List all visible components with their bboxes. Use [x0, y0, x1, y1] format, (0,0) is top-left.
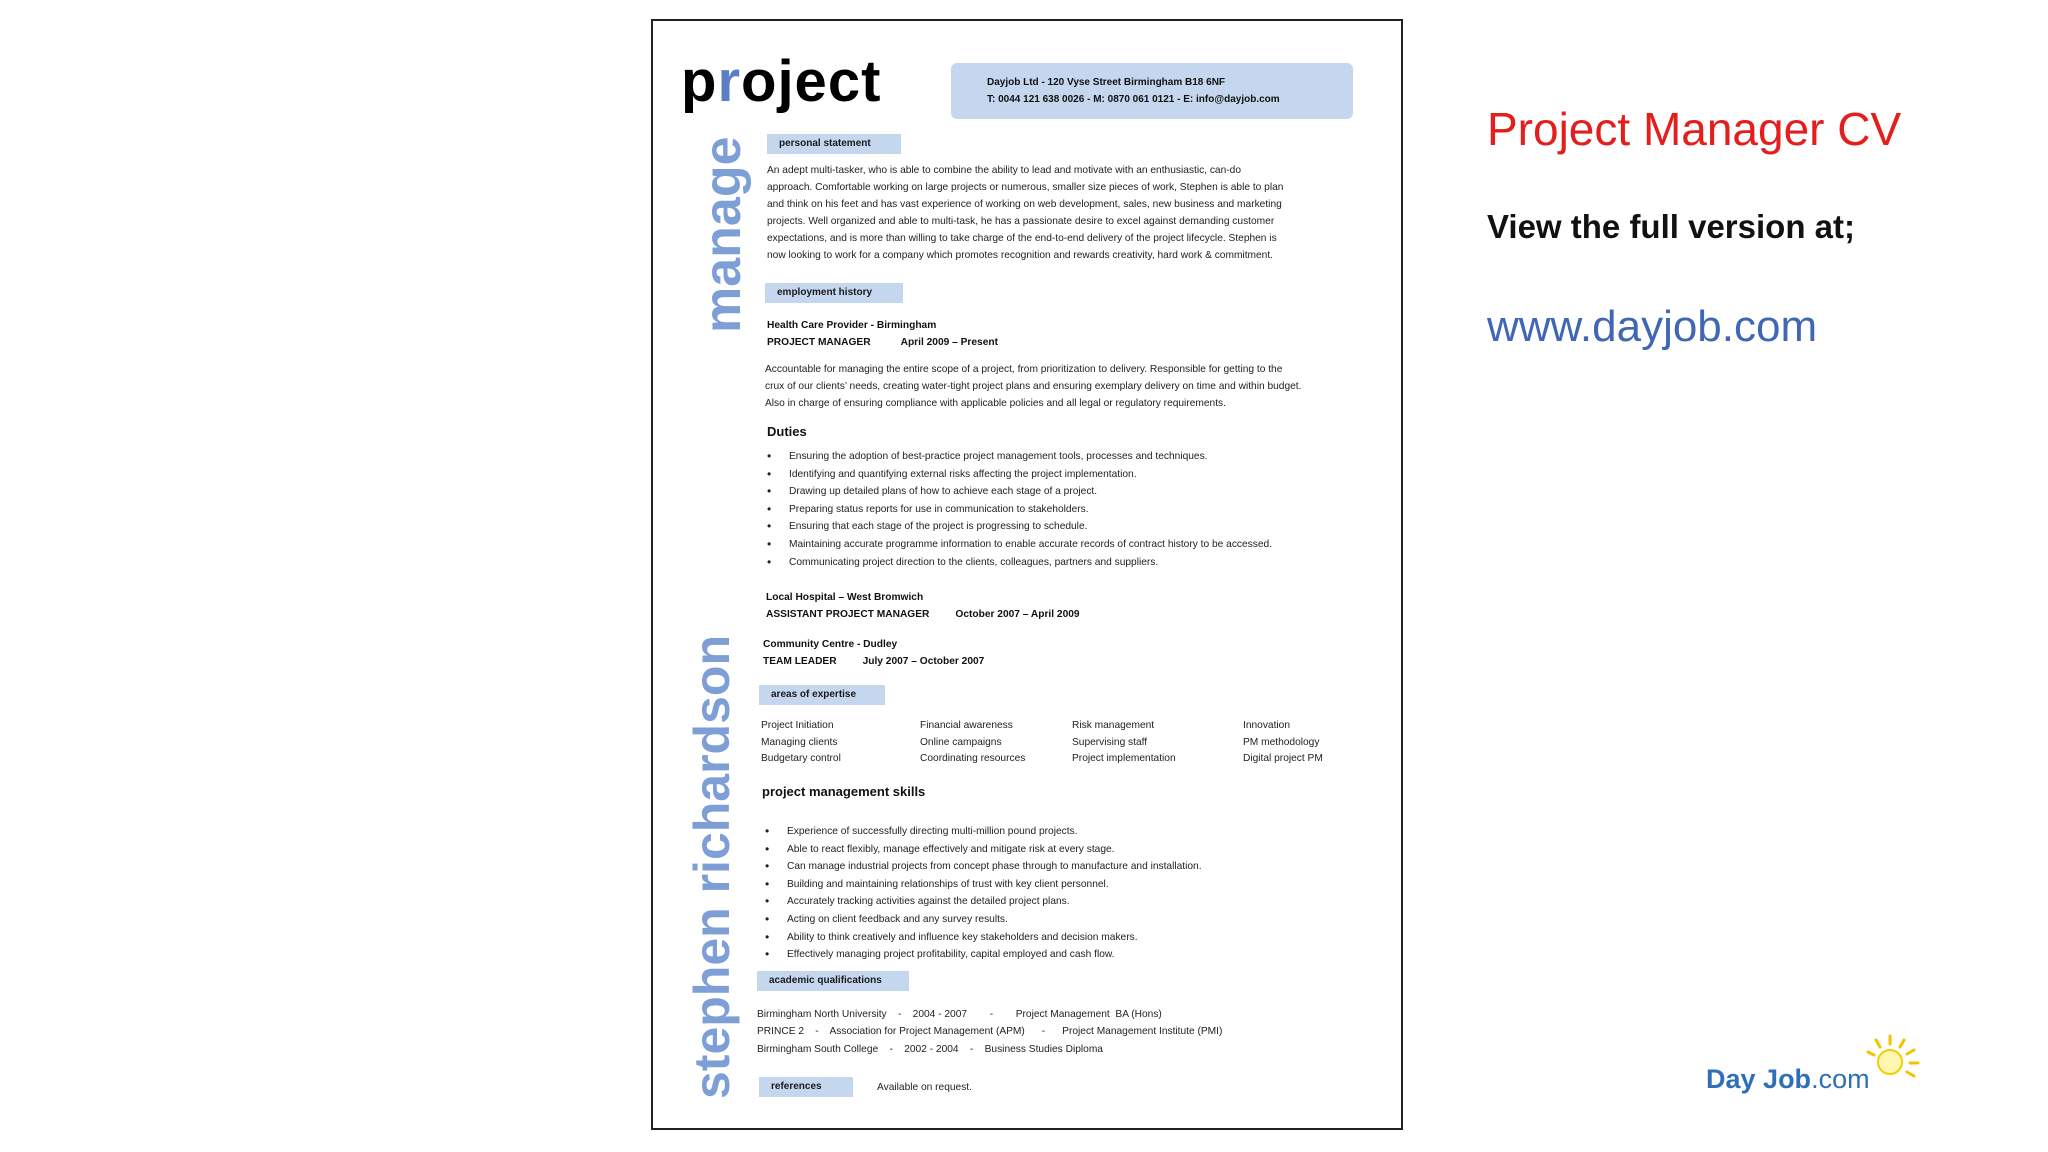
- contact-phones: T: 0044 121 638 0026 - M: 0870 061 0121 - E: info@dayjob.com: [987, 94, 1280, 105]
- job-3: [763, 636, 984, 670]
- expertise-item: PM methodology: [1243, 736, 1320, 748]
- list-item: • Ensuring that each stage of the project is progressing to schedule.: [765, 518, 1272, 536]
- section-employment-history: employment history: [765, 283, 903, 303]
- logo-wordmark: Day Job.com: [1706, 1064, 1870, 1094]
- expertise-item: Online campaigns: [920, 736, 1002, 748]
- expertise-item: Supervising staff: [1072, 736, 1148, 748]
- expertise-item: Coordinating resources: [920, 753, 1026, 765]
- job-employer: Health Care Provider - Birmingham: [767, 320, 937, 331]
- job-employer: Community Centre - Dudley: [763, 639, 898, 650]
- job-dates: July 2007 – October 2007: [862, 656, 985, 667]
- qualification-line: Birmingham North University - 2004 - 2007 - Project Management BA (Hons): [757, 1009, 1162, 1020]
- text-line: expectations, and is more than willing to take charge of the end-to-end delivery of the project lifecycle. Stephen is: [767, 233, 1277, 244]
- expertise-column: [1072, 718, 1176, 768]
- job-1: [767, 317, 998, 351]
- personal-statement-text: [767, 162, 1367, 264]
- promo-title: Project Manager CV: [1487, 103, 1902, 155]
- expertise-item: Project implementation: [1072, 753, 1176, 765]
- list-item: • Accurately tracking activities against the detailed project plans.: [763, 893, 1202, 911]
- list-item: • Ensuring the adoption of best-practice project management tools, processes and techniques.: [765, 448, 1272, 466]
- list-item: • Acting on client feedback and any survey results.: [763, 911, 1202, 929]
- section-personal-statement: personal statement: [767, 134, 901, 154]
- list-item: • Experience of successfully directing multi-million pound projects.: [763, 823, 1202, 841]
- list-item: • Drawing up detailed plans of how to achieve each stage of a project.: [765, 483, 1272, 501]
- duties-heading: Duties: [767, 424, 807, 439]
- qualification-line: PRINCE 2 - Association for Project Management (APM) - Project Management Institute (PMI): [757, 1026, 1223, 1038]
- vertical-name: stephen richardson: [684, 635, 740, 1099]
- expertise-item: Innovation: [1243, 720, 1291, 731]
- dayjob-link[interactable]: www.dayjob.com: [1487, 302, 1818, 351]
- text-line: approach. Comfortable working on large projects or numerous, smaller size pieces of work, Stephen is able to plan: [767, 182, 1284, 193]
- text-line: Also in charge of ensuring compliance with applicable policies and all legal or regulatory requirements.: [765, 398, 1226, 409]
- job-dates: April 2009 – Present: [900, 337, 998, 348]
- list-item: • Ability to think creatively and influence key stakeholders and decision makers.: [763, 929, 1202, 947]
- list-item: • Maintaining accurate programme information to enable accurate records of contract history to be accessed.: [765, 536, 1272, 554]
- text-line: Accountable for managing the entire scope of a project, from prioritization to delivery. Responsible for getting to the: [765, 364, 1283, 375]
- cv-document: [651, 19, 1403, 1130]
- expertise-item: Project Initiation: [761, 720, 834, 731]
- list-item: • Preparing status reports for use in communication to stakeholders.: [765, 501, 1272, 519]
- dayjob-logo: [1706, 1032, 1926, 1102]
- promo-subtitle: View the full version at;: [1487, 208, 1855, 245]
- job-1-description: [765, 361, 1385, 412]
- contact-box: [951, 63, 1353, 119]
- expertise-column: [920, 718, 1025, 768]
- qualifications-list: [757, 1006, 1222, 1058]
- qualification-line: Birmingham South College - 2002 - 2004 - Business Studies Diploma: [757, 1043, 1103, 1055]
- expertise-item: Risk management: [1072, 720, 1155, 731]
- list-item: • Effectively managing project profitability, capital employed and cash flow.: [763, 946, 1202, 964]
- list-item: • Able to react flexibly, manage effectively and mitigate risk at every stage.: [763, 841, 1202, 859]
- skills-list: [763, 823, 1202, 964]
- section-references: references: [759, 1077, 853, 1097]
- job-title: PROJECT MANAGER: [767, 337, 871, 348]
- expertise-item: Digital project PM: [1243, 753, 1323, 765]
- job-employer: Local Hospital – West Bromwich: [766, 592, 924, 603]
- sun-icon: [1866, 1032, 1922, 1088]
- cv-title-project: project: [681, 49, 882, 114]
- expertise-item: Financial awareness: [920, 720, 1013, 731]
- job-title: ASSISTANT PROJECT MANAGER: [766, 609, 930, 620]
- text-line: now looking to work for a company which promotes recognition and rewards creativity, hard work & commitment.: [767, 250, 1274, 261]
- contact-address: Dayjob Ltd - 120 Vyse Street Birmingham B18 6NF: [987, 77, 1226, 88]
- vertical-title-manage: manage: [694, 136, 752, 333]
- expertise-column: [1243, 718, 1323, 768]
- job-dates: October 2007 – April 2009: [955, 609, 1080, 620]
- text-line: and think on his feet and has vast experience of working on web development, sales, new business and marketing: [767, 199, 1282, 210]
- expertise-item: Managing clients: [761, 736, 838, 748]
- expertise-item: Budgetary control: [761, 753, 841, 765]
- skills-heading: project management skills: [762, 784, 926, 799]
- references-text: Available on request.: [877, 1082, 972, 1093]
- list-item: • Communicating project direction to the clients, colleagues, partners and suppliers.: [765, 554, 1272, 572]
- list-item: • Identifying and quantifying external risks affecting the project implementation.: [765, 466, 1272, 484]
- duties-list: [765, 448, 1272, 571]
- job-2: [766, 589, 1080, 623]
- list-item: • Building and maintaining relationships of trust with key client personnel.: [763, 876, 1202, 894]
- text-line: crux of our clients’ needs, creating water-tight project plans and ensuring exemplary delivery on time and within budget.: [765, 381, 1302, 392]
- list-item: • Can manage industrial projects from concept phase through to manufacture and installation.: [763, 858, 1202, 876]
- expertise-column: [761, 718, 841, 768]
- section-academic-qualifications: academic qualifications: [757, 971, 909, 991]
- job-title: TEAM LEADER: [763, 656, 837, 667]
- text-line: projects. Well organized and able to multi-task, he has a passionate desire to excel against demanding customer: [767, 216, 1275, 227]
- text-line: An adept multi-tasker, who is able to combine the ability to lead and motivate with an enthusiastic, can-do: [767, 165, 1241, 176]
- section-areas-of-expertise: areas of expertise: [759, 685, 885, 705]
